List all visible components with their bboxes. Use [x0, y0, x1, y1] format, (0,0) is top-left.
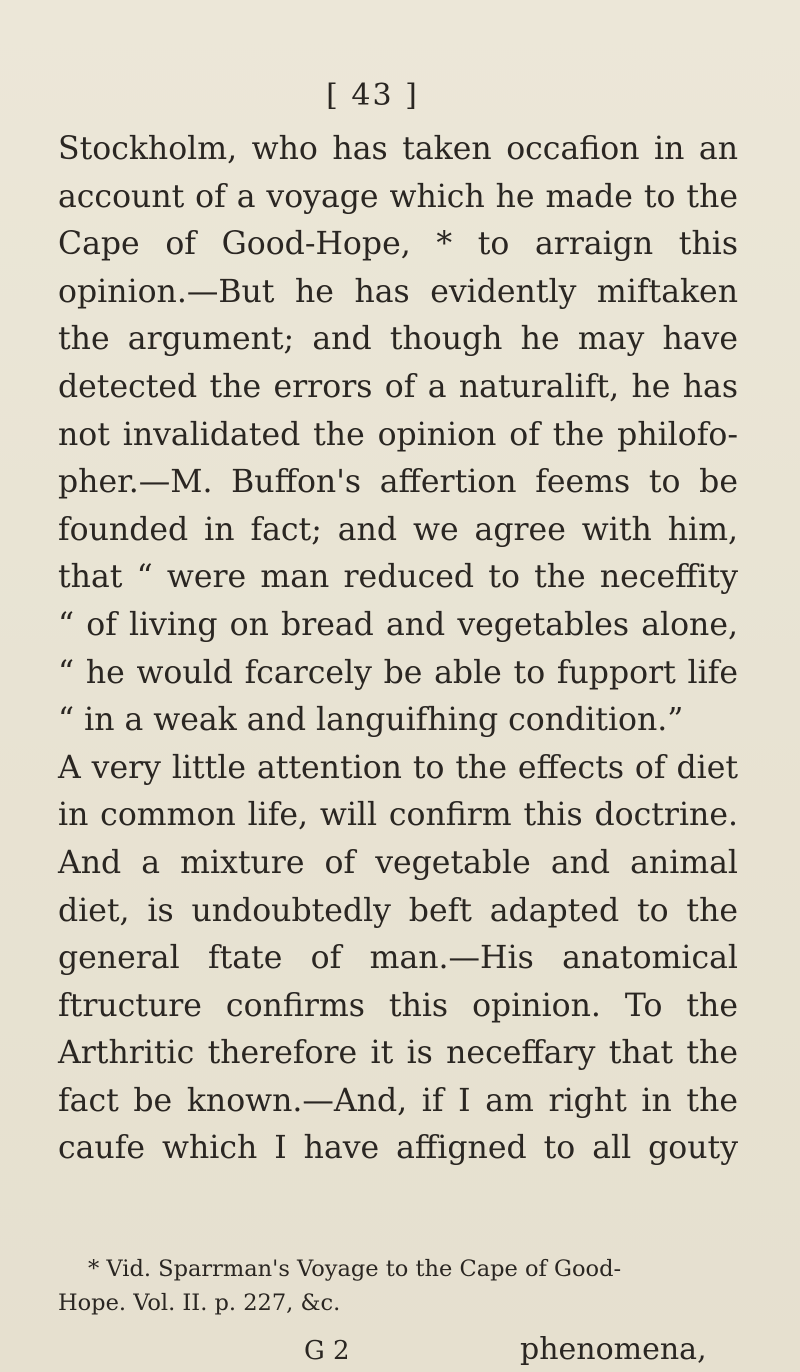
text-line: A very little attention to the effects of diet [58, 749, 738, 786]
page-header [0, 78, 800, 113]
text-line: And a mixture of vegetable and animal [58, 844, 738, 881]
text-line: founded in fact; and we agree with him, [58, 511, 738, 548]
text-line: opinion.—But he has evidently miftaken [58, 273, 738, 310]
text-line: Stockholm, who has taken occafion in an [58, 131, 738, 167]
footnote [58, 1252, 738, 1320]
text-line: fact be known.—And, if I am right in the [58, 1082, 738, 1119]
page-number: [ 43 ] [326, 78, 419, 113]
body-text [58, 126, 738, 1173]
text-line: “ he would fcarcely be able to fupport life [58, 654, 738, 691]
text-line: detected the errors of a naturalift, he has [58, 368, 738, 405]
text-line: “ in a weak and languifhing condition.” [58, 702, 684, 739]
footnote-line: Hope. Vol. II. p. 227, &c. [58, 1290, 341, 1316]
text-line: not invalidated the opinion of the philofo- [58, 416, 738, 453]
text-line: diet, is undoubtedly beft adapted to the [58, 892, 738, 929]
text-line: that “ were man reduced to the neceffity [58, 559, 738, 596]
text-line: pher.—M. Buffon's affertion feems to be [58, 464, 738, 501]
text-line: the argument; and though he may have [58, 321, 738, 358]
text-line: general ftate of man.—His anatomical [58, 940, 738, 977]
catchword: phenomena, [520, 1332, 707, 1367]
text-line: Arthritic therefore it is neceffary that the [58, 1035, 738, 1072]
text-line: caufe which I have affigned to all gouty [58, 1130, 738, 1167]
text-line: in common life, will confirm this doctrine. [58, 797, 738, 834]
text-line: “ of living on bread and vegetables alone, [58, 606, 738, 643]
text-line: ftructure confirms this opinion. To the [58, 987, 738, 1024]
signature-mark: G 2 [304, 1336, 350, 1366]
footnote-line: * Vid. Sparrman's Voyage to the Cape of Good- [88, 1256, 622, 1282]
text-line: Cape of Good-Hope, * to arraign this [58, 226, 738, 263]
text-line: account of a voyage which he made to the [58, 178, 738, 215]
